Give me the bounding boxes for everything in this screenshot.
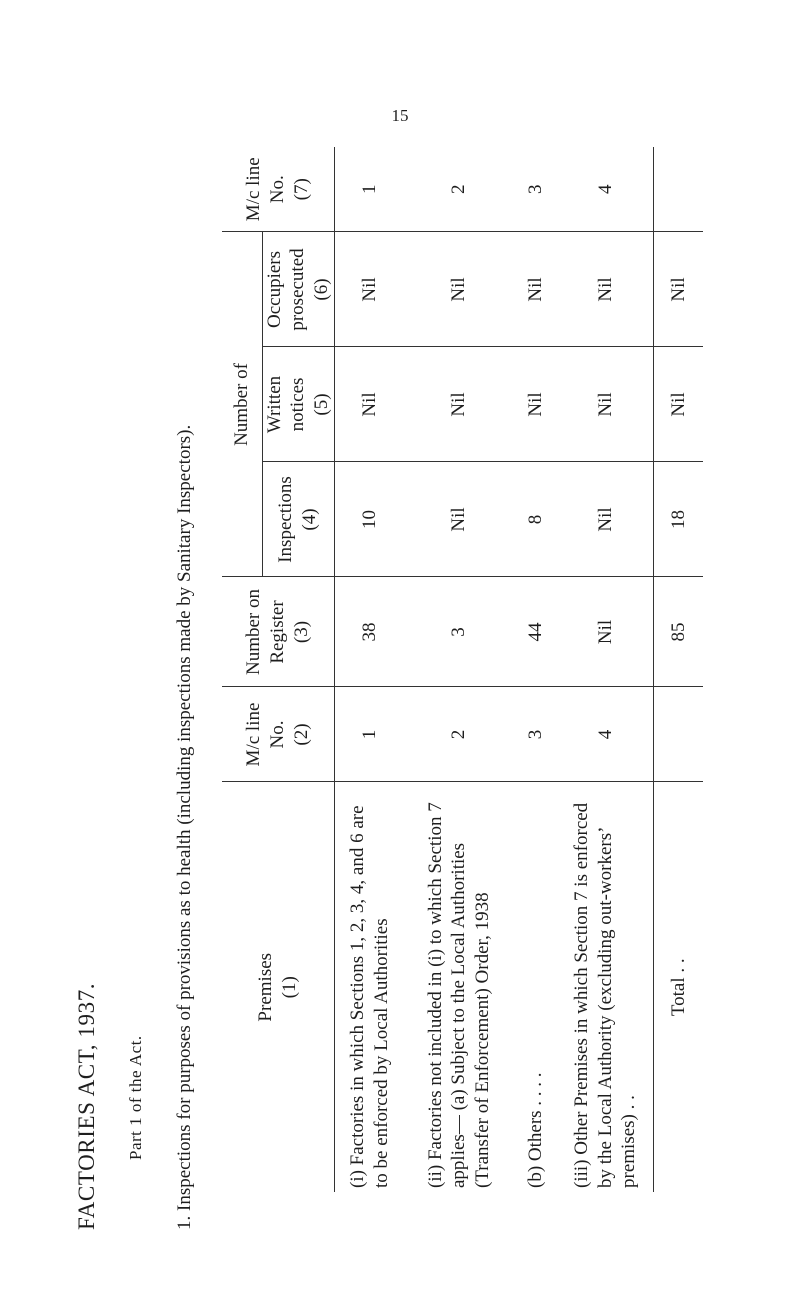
prosecuted-cell: Nil xyxy=(558,232,653,347)
prosecuted-cell: Nil xyxy=(514,232,558,347)
register-total: 85 xyxy=(653,577,703,687)
inspections-cell: 8 xyxy=(514,462,558,577)
mc-cell: 1 xyxy=(334,687,404,782)
number-of-header: Number of xyxy=(222,232,262,577)
inspections-cell: Nil xyxy=(558,462,653,577)
section-subtitle: 1. Inspections for purposes of provisions as to health (including inspections made by Sanitary Inspectors). xyxy=(174,424,195,1230)
mc2-cell: 3 xyxy=(514,147,558,232)
part-heading: Part 1 of the Act. xyxy=(126,1035,145,1160)
notices-cell: Nil xyxy=(334,347,404,462)
premises-cell: (b) Others . . . . xyxy=(525,1072,547,1188)
page-number: 15 xyxy=(391,106,409,125)
mc-line-header: M/c line No. (2) xyxy=(222,687,334,782)
prosecuted-cell: Nil xyxy=(404,232,514,347)
mc-cell: 4 xyxy=(558,687,653,782)
notices-cell: Nil xyxy=(558,347,653,462)
notices-cell: Nil xyxy=(404,347,514,462)
mc2-cell: 1 xyxy=(334,147,404,232)
mc2-cell xyxy=(653,147,703,232)
premises-header: Premises (1) xyxy=(222,782,334,1192)
prosecuted-cell: Nil xyxy=(334,232,404,347)
total-label: Total . . xyxy=(653,782,703,1192)
table-row xyxy=(514,147,558,1192)
inspections-header: Inspections (4) xyxy=(262,462,334,577)
mc-cell xyxy=(653,687,703,782)
register-cell: 3 xyxy=(404,577,514,687)
premises-cell: (ii) Factories not included in (i) to which Section 7 applies— (a) Subject to the Local Authorities (Transfer of Enforcement) Order, 1938 xyxy=(424,802,494,1188)
table-row xyxy=(334,147,404,1192)
premises-cell: (i) Factories in which Sections 1, 2, 3, 4, and 6 are to be enforced by Local Authorities xyxy=(346,805,392,1188)
register-header: Number on Register (3) xyxy=(222,577,334,687)
table-row xyxy=(558,147,653,1192)
inspections-total: 18 xyxy=(653,462,703,577)
notices-total: Nil xyxy=(653,347,703,462)
register-cell: 44 xyxy=(514,577,558,687)
notices-cell: Nil xyxy=(514,347,558,462)
inspections-table xyxy=(222,147,703,1192)
mc-cell: 2 xyxy=(404,687,514,782)
inspections-cell: Nil xyxy=(404,462,514,577)
occupiers-prosecuted-header: Occupiers prosecuted (6) xyxy=(262,232,334,347)
mc-cell: 3 xyxy=(514,687,558,782)
inspections-cell: 10 xyxy=(334,462,404,577)
mc-line-header-2: M/c line No. (7) xyxy=(222,147,334,232)
document-title: FACTORIES ACT, 1937. xyxy=(74,982,99,1230)
register-cell: 38 xyxy=(334,577,404,687)
register-cell: Nil xyxy=(558,577,653,687)
prosecuted-total: Nil xyxy=(653,232,703,347)
premises-cell: (iii) Other Premises in which Section 7 is enforced by the Local Authority (excluding out-workers’ premises) . . xyxy=(570,802,640,1188)
table-row-total xyxy=(653,147,703,1192)
rotated-page-content xyxy=(74,120,714,1230)
table-row xyxy=(404,147,514,1192)
written-notices-header: Written notices (5) xyxy=(262,347,334,462)
mc2-cell: 2 xyxy=(404,147,514,232)
mc2-cell: 4 xyxy=(558,147,653,232)
